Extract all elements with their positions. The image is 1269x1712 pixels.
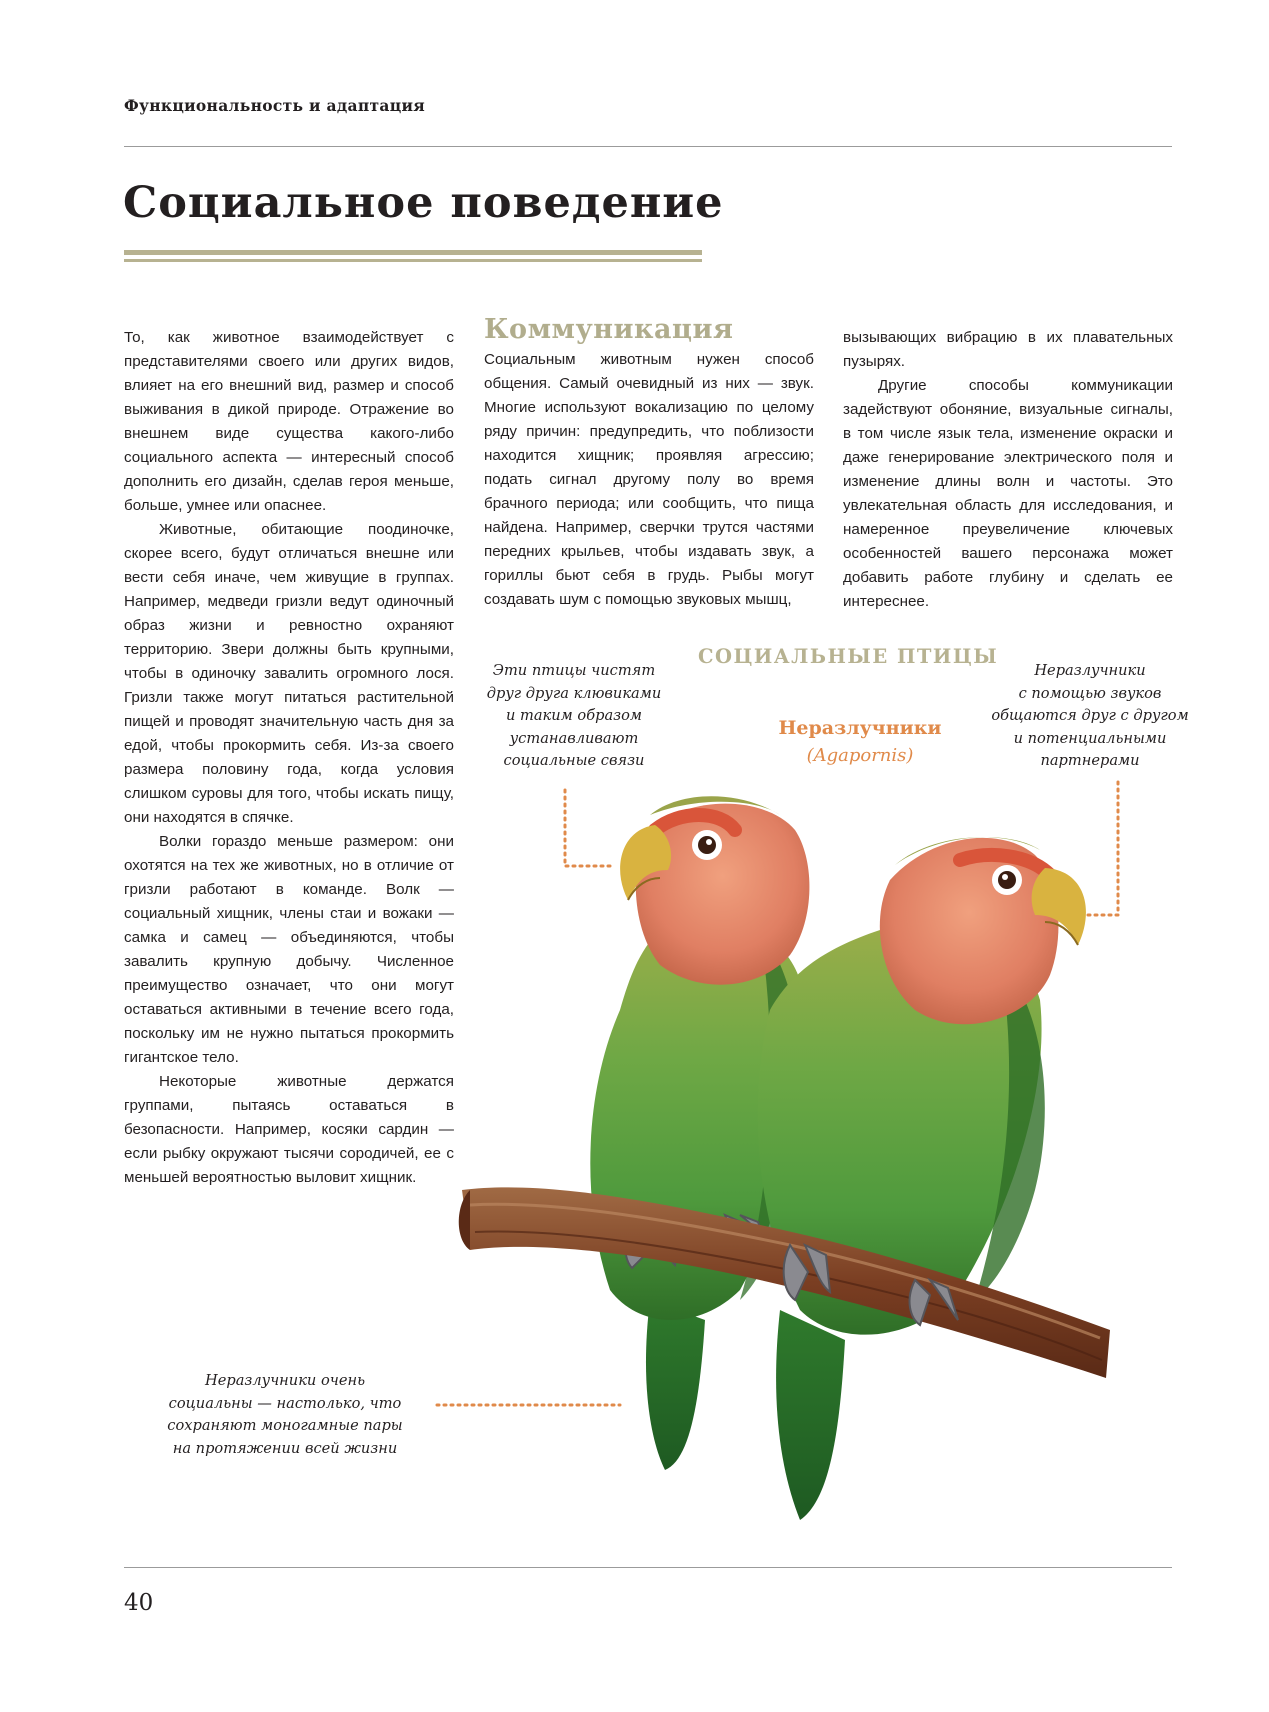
feet xyxy=(784,1245,958,1325)
callout-line: партнерами xyxy=(1040,752,1140,769)
communication-paragraph-3: Другие способы коммуникации задействуют обоняние, визуальные сигналы, в том числе язык тела, изменение окраски и даже генерирование электрического поля и изменение длины волн и частоты. Это увлекательная область для исследования, и намеренное преувеличение ключевых особенностей вашего персонажа может добавить работе глубину и сделать ее интереснее. xyxy=(843,377,1173,610)
callout-line: Неразлучники xyxy=(1034,662,1146,679)
callout-line: социальны — настолько, что xyxy=(168,1394,402,1412)
callout-line: сохраняют моногамные пары xyxy=(167,1417,403,1434)
callout-line: друг друга клювиками xyxy=(486,684,662,702)
intro-paragraph-3: Волки гораздо меньше размером: они охотятся на тех же животных, но в отличие от гризли работают в команде. Волк — социальный хищник, члены стаи и вожаки — самка и самец — объединяются, чтобы завалить крупную добычу. Численное преимущество означает, что они могут оставаться активными в течение всего года, поскольку им не нужно пытаться прокормить гигантское тело. xyxy=(124,833,454,1066)
intro-paragraph-1: То, как животное взаимодействует с представителями своего или других видов, влияет на его внешний вид, размер и способ выживания в дикой природе. Отражение во внешнем виде существа какого-либо социального аспекта — интересный способ дополнить его дизайн, сделав героя меньше, больше, умнее или опаснее. xyxy=(124,329,454,514)
right-lovebird xyxy=(758,837,1086,1520)
callout-line: устанавливают xyxy=(509,729,639,747)
callout-line: с помощью звуков xyxy=(1018,684,1162,702)
callout-line: на протяжении всей жизни xyxy=(172,1439,398,1457)
species-name: Неразлучники xyxy=(778,717,942,739)
callout-line: и таким образом xyxy=(505,707,642,724)
intro-paragraph-4: Некоторые животные держатся группами, пытаясь оставаться в безопасности. Например, косяки сардин — если рыбку окружают тысячи сородичей, ее с меньшей вероятностью выловит хищник. xyxy=(124,1073,454,1186)
callout-line: социальные связи xyxy=(503,752,645,769)
callout-monogamy xyxy=(160,1370,410,1460)
social-birds-heading: СОЦИАЛЬНЫЕ ПТИЦЫ xyxy=(698,645,999,668)
intro-column xyxy=(124,326,454,1190)
communication-paragraph-1: Социальным животным нужен способ общения. Самый очевидный из них — звук. Многие используют вокализацию по целому ряду причин: предупредить, что поблизости находится хищник; проявляя агрессию; подать сигнал другому полу во время брачного периода; или сообщить, что пища найдена. Например, сверчки трутся частями передних крыльев, чтобы издавать звук, а гориллы бьют себя в грудь. Рыбы могут создавать шум с помощью звуковых мышц, xyxy=(484,351,814,608)
header-divider xyxy=(124,146,1172,147)
communication-heading: Коммуникация xyxy=(484,314,734,345)
species-latin-name: (Agapornis) xyxy=(806,745,914,766)
callout-lines xyxy=(437,782,1118,1405)
callout-grooming xyxy=(474,660,674,773)
callout-line: Эти птицы чистят xyxy=(492,662,656,679)
title-underline-thick xyxy=(124,250,702,255)
footer-divider xyxy=(124,1567,1172,1568)
left-lovebird xyxy=(590,796,809,1470)
page-title: Социальное поведение xyxy=(123,178,724,228)
callout-line: и потенциальными xyxy=(1013,729,1167,747)
callout-line: общаются друг с другом xyxy=(991,707,1189,724)
communication-column-1 xyxy=(484,348,814,612)
title-underline-thin xyxy=(124,259,702,262)
communication-column-2 xyxy=(843,326,1173,614)
branch xyxy=(459,1187,1110,1378)
communication-paragraph-2: вызывающих вибрацию в их плавательных пузырях. xyxy=(843,329,1173,370)
section-label: Функциональность и адаптация xyxy=(124,96,426,115)
page-number: 40 xyxy=(124,1590,154,1616)
callout-line: Неразлучники очень xyxy=(204,1372,366,1389)
callout-sounds xyxy=(980,660,1200,773)
intro-paragraph-2: Животные, обитающие поодиночке, скорее всего, будут отличаться внешне или вести себя иначе, чем живущие в группах. Например, медведи гризли ведут одиночный образ жизни и ревностно охраняют территорию. Звери должны быть крупными, чтобы в одиночку завалить огромного лося. Гризли также могут питаться растительной пищей и проводят значительную часть дня за едой, чтобы прокормить себя. Из-за своего размера половину года, когда условия слишком суровы для того, чтобы искать пищу, они находятся в спячке. xyxy=(124,521,454,826)
